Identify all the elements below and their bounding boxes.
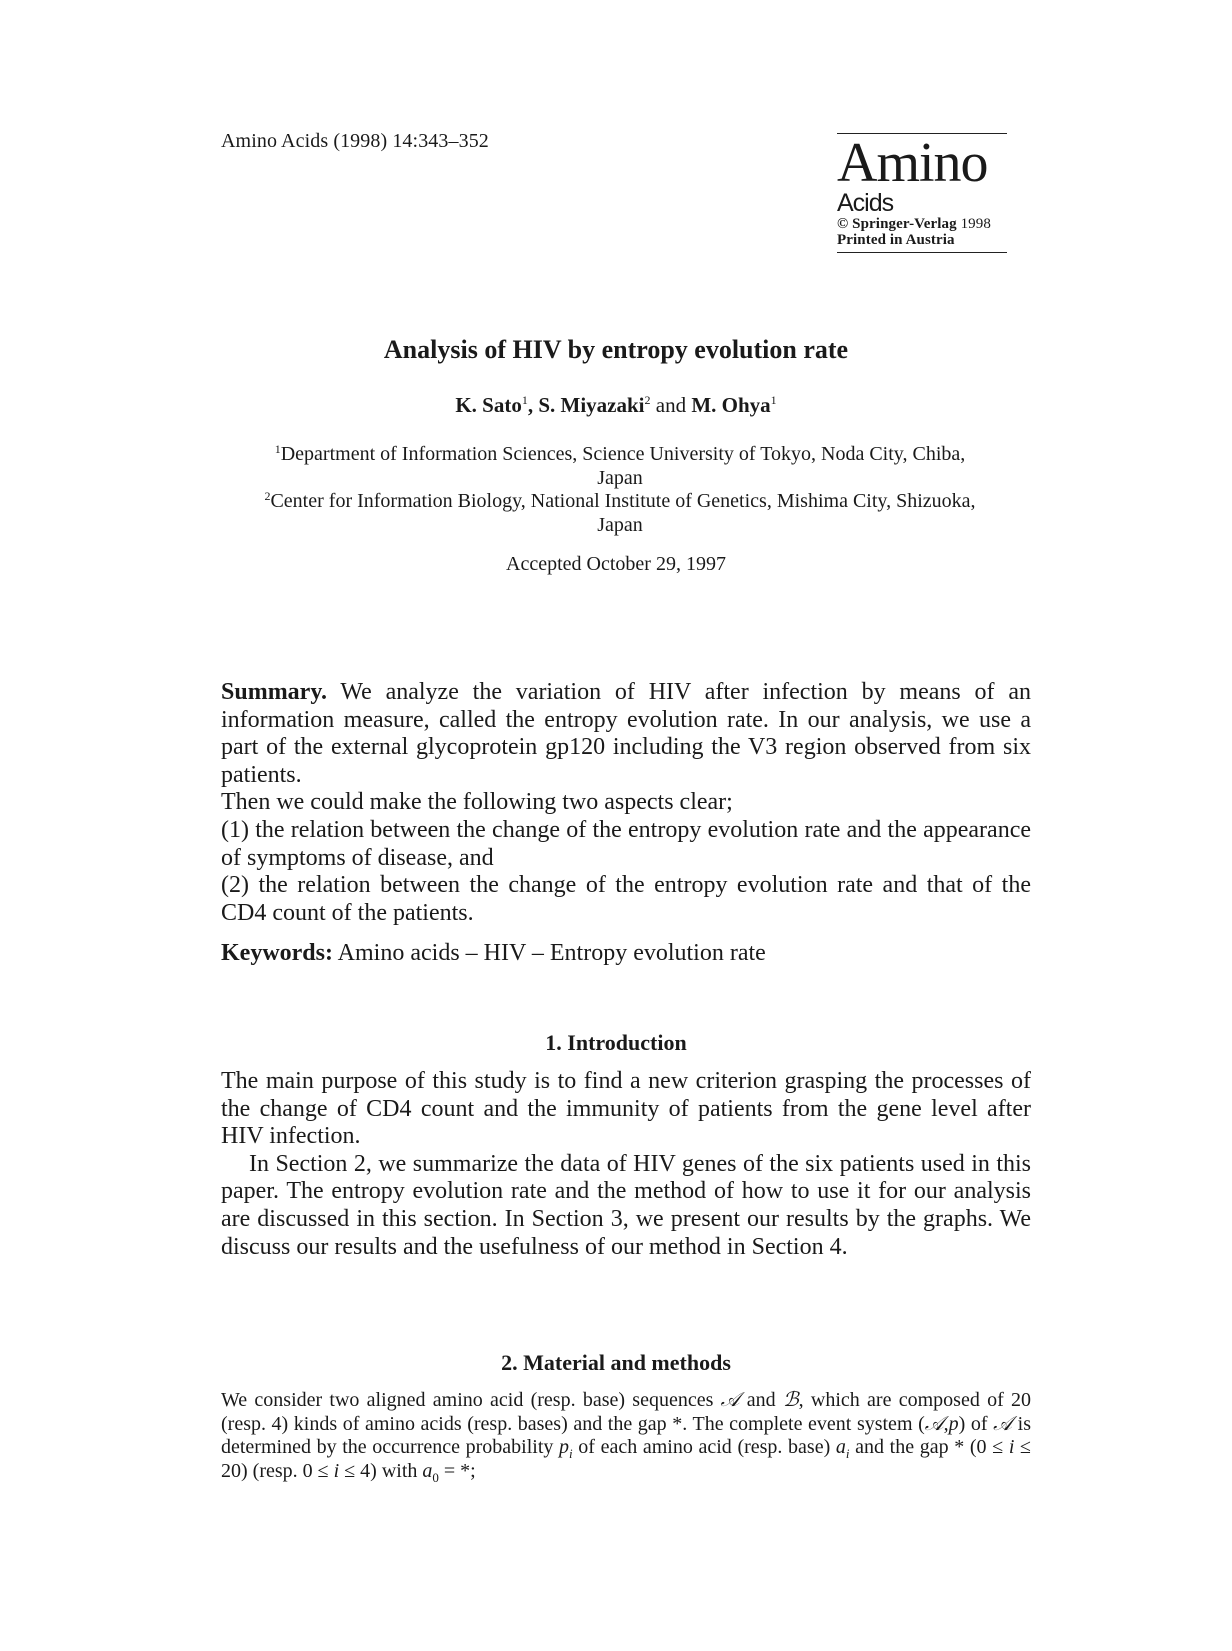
keywords-label: Keywords:: [221, 940, 333, 966]
math-symbol: i: [1008, 1436, 1015, 1458]
summary-block: [221, 679, 1031, 927]
math-symbol: ℬ: [782, 1389, 799, 1411]
text-run: of each amino acid (resp. base): [572, 1436, 836, 1458]
body-paragraph: The main purpose of this study is to find a new criterion grasping the processes of the change of CD4 count and the immunity of patients from the gene level after HIV infection.: [221, 1068, 1031, 1150]
author-name: K. Sato: [455, 393, 522, 417]
affiliation: [250, 442, 990, 490]
journal-citation: Amino Acids (1998) 14:343–352: [221, 130, 489, 152]
paper-title: Analysis of HIV by entropy evolution rate: [383, 335, 849, 364]
section-heading-introduction: 1. Introduction: [545, 1030, 687, 1055]
summary-paragraph: (1) the relation between the change of the entropy evolution rate and the appearance of symptoms of disease, and: [221, 816, 1031, 871]
text-run: ) of: [958, 1412, 994, 1435]
affiliation: [250, 489, 990, 537]
math-subscript: 0: [432, 1469, 439, 1485]
text-run: and the gap * (0 ≤: [849, 1436, 1009, 1458]
introduction-body: [221, 1068, 1031, 1261]
methods-body: [221, 1389, 1031, 1483]
author-affil-mark: 1: [770, 393, 777, 407]
author-separator: and: [650, 393, 692, 417]
keywords-line: [221, 940, 1031, 967]
logo-copyright: [837, 216, 1007, 232]
math-symbol: p: [948, 1412, 959, 1435]
journal-logo: [837, 133, 1007, 253]
logo-subtitle: Acids: [837, 189, 894, 217]
logo-printed: Printed in Austria: [837, 232, 955, 248]
math-subscript: i: [845, 1446, 850, 1461]
author-separator: ,: [527, 393, 539, 417]
text-run: ≤ 20) (resp. 0 ≤: [221, 1436, 1031, 1482]
author-name: S. Miyazaki: [538, 393, 645, 417]
text-run: , which are composed of 20 (resp. 4) kinds of amino acids (resp. bases) and the gap *. The complete event system (: [221, 1389, 1031, 1435]
summary-paragraph: [221, 679, 1031, 789]
math-symbol: 𝒜: [993, 1412, 1013, 1435]
math-subscript: i: [569, 1446, 573, 1461]
affiliation-mark: 2: [264, 489, 271, 503]
logo-copyright-text: © Springer-Verlag: [837, 216, 957, 232]
keywords-text: Amino acids – HIV – Entropy evolution rate: [337, 940, 766, 966]
summary-text: We analyze the variation of HIV after infection by means of an information measure, called the entropy evolution rate. In our analysis, we use a part of the external glycoprotein gp120 including the V3 region observed from six patients.: [221, 679, 1031, 788]
text-run: = *;: [438, 1459, 476, 1482]
math-symbol: 𝒜: [720, 1389, 740, 1411]
summary-paragraph: (2) the relation between the change of the entropy evolution rate and that of the CD4 count of the patients.: [221, 872, 1031, 926]
body-paragraph: In Section 2, we summarize the data of HIV genes of the six patients used in this paper. The entropy evolution rate and the method of how to use it for our analysis are discussed in this section. In Section 3, we present our results by the graphs. We discuss our results and the usefulness of our method in Section 4.: [221, 1150, 1031, 1260]
logo-year: 1998: [960, 216, 991, 232]
author-affil-mark: 2: [644, 393, 651, 407]
math-symbol: p: [559, 1436, 570, 1458]
text-run: ,: [943, 1412, 949, 1435]
accepted-date: Accepted October 29, 1997: [506, 553, 726, 575]
text-run: We consider two aligned amino acid (resp. base) sequences: [221, 1389, 721, 1411]
body-paragraph: [221, 1389, 1031, 1483]
summary-paragraph: Then we could make the following two aspects clear;: [221, 789, 733, 816]
author-list: [0, 393, 1232, 418]
text-run: is determined by the occurrence probability: [221, 1412, 1031, 1458]
summary-label: Summary.: [221, 679, 328, 705]
section-heading-methods: 2. Material and methods: [501, 1350, 731, 1375]
affiliation-text: Department of Information Sciences, Science University of Tokyo, Noda City, Chiba, Japan: [280, 443, 966, 489]
text-run: ≤ 4) with: [339, 1459, 423, 1482]
math-symbol: i: [333, 1459, 340, 1482]
math-symbol: a: [835, 1436, 846, 1458]
affiliation-text: Center for Information Biology, National Institute of Genetics, Mishima City, Shizuoka, Japan: [270, 490, 976, 536]
author-name: M. Ohya: [691, 393, 771, 417]
author-affil-mark: 1: [521, 393, 528, 407]
math-symbol: a: [422, 1459, 433, 1482]
logo-title: Amino: [837, 132, 988, 194]
text-run: and: [739, 1389, 783, 1411]
math-symbol: 𝒜: [924, 1412, 944, 1435]
affiliation-mark: 1: [274, 442, 281, 456]
